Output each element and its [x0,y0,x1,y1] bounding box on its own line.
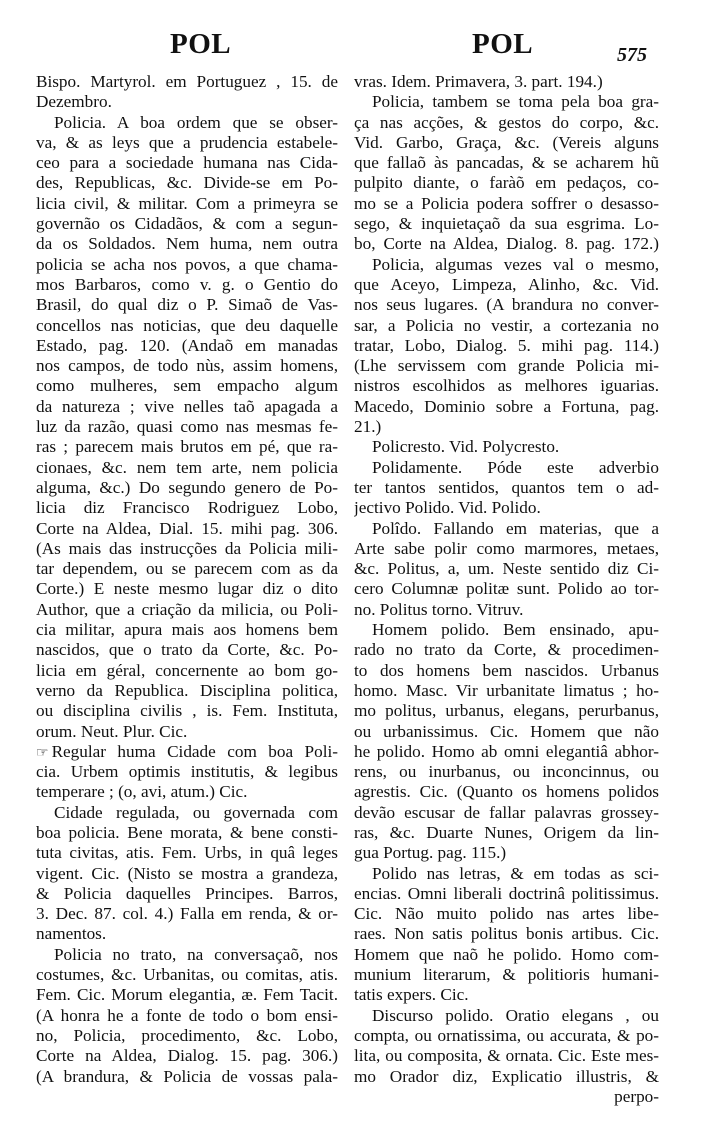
text-line [36,234,338,254]
text-line [36,113,338,133]
text-line [354,1026,659,1046]
text-line-content: namentos. [36,924,107,944]
text-line [36,417,338,437]
text-line [354,437,659,457]
text-line [354,295,659,315]
text-line [354,803,659,823]
text-line [354,884,659,904]
text-line [354,214,659,234]
text-line-content: Polido nas letras, & em todas as sci- [372,863,659,883]
text-line-content: ou disciplina civilis , is. Fem. Instituta, [36,701,338,721]
text-line [36,1026,338,1046]
text-line [354,519,659,539]
text-line [354,356,659,376]
text-line [354,92,659,112]
text-line [354,539,659,559]
text-line-content: Vid. Garbo, Graça, &c. (Vereis alguns [354,132,659,152]
text-line [36,904,338,924]
text-line [36,214,338,234]
text-line [354,843,659,863]
text-line-content: no. Politus torno. Vitruv. [354,599,524,619]
text-line-content: costumes, &c. Urbanitas, ou comitas, atis. [36,965,338,985]
text-line-content: cionaes, &c. nem tem arte, nem policia [36,457,338,477]
text-line [354,113,659,133]
text-line-content: Policresto. Vid. Polycresto. [372,437,560,457]
text-line [36,924,338,944]
text-line [36,316,338,336]
text-line-content: (Lhe servissem com grande Policia mi- [354,356,659,376]
text-line [36,478,338,498]
text-line-content: 21.) [354,417,382,437]
text-line-content: rens, ou inurbanus, ou inconcinnus, ou [354,762,659,782]
text-line-content: va, & as leys que a prudencia estabele- [36,132,338,152]
text-line [354,640,659,660]
text-line-content: Regular huma Cidade com boa Poli- [51,741,338,761]
text-line-content: ras ; parecem mais brutos em pé, que ra- [36,437,338,457]
text-line [36,864,338,884]
text-line-content: alguma, &c.) Do segundo genero de Po- [36,477,338,497]
text-line-content: Policia. A boa ordem que se obser- [54,112,338,132]
text-line [354,742,659,762]
text-line-content: tuta civitas, atis. Fem. Urbs, in quâ leges [36,843,338,863]
text-line-content: vras. Idem. Primavera, 3. part. 194.) [354,72,603,91]
text-line-content: to dos homens bem nascidos. Urbanus [354,660,659,680]
text-line [36,559,338,579]
text-line-content: &c. Politus, a, um. Neste sentido diz Ci- [354,559,659,579]
text-line [36,701,338,721]
text-line-content: licia diz Francisco Rodriguez Lobo, [36,498,338,518]
text-line-content: Policia, tambem se toma pela boa gra- [372,92,659,112]
text-line-content: que Aceyo, Limpeza, Alinho, &c. Vid. [354,274,659,294]
text-line-content: ceo para a sociedade humana nas Cida- [36,153,338,173]
text-line-content: 3. Dec. 87. col. 4.) Falla em renda, & or- [36,904,338,924]
text-line-content: Homem polido. Bem ensinado, apu- [372,620,659,640]
text-line [36,336,338,356]
text-line [354,701,659,721]
running-head-right: POL [472,28,534,60]
text-line-content: Discurso polido. Oratio elegans , ou [372,1005,659,1025]
text-line [354,965,659,985]
text-line [36,458,338,478]
text-line-content: Polîdo. Fallando em materias, que a [372,518,659,538]
text-line [354,376,659,396]
text-line-content: licia civil, & militar. Com a primeyra se [36,193,338,213]
text-line [354,194,659,214]
text-line-content: Brasil, do qual diz o P. Simaõ de Vas- [36,295,338,315]
text-line-content: como mulheres, sem empacho algum [36,376,338,396]
text-line [354,620,659,640]
text-line [36,803,338,823]
text-line [354,985,659,1005]
text-line [36,985,338,1005]
text-line [354,458,659,478]
text-line-content: tar dependem, ou se parecem com as da [36,559,338,579]
text-line-content: (A honra he a fonte de todo o bom ensi- [36,1005,338,1025]
text-line-content: da natureza ; vive nelles taõ apagada a [36,396,338,416]
text-line [36,376,338,396]
text-line [354,234,659,254]
text-line-content: nos seus lugares. (A brandura no conver- [354,295,659,315]
text-line [36,519,338,539]
text-line [36,965,338,985]
text-line [354,924,659,944]
text-line-content: Author, que a criação da milicia, ou Poli- [36,599,338,619]
text-line [36,945,338,965]
text-line-content: licia em géral, concernente ao bom go- [36,660,338,680]
text-line-content: agrestis. Cic. (Quanto os homens polidos [354,782,659,802]
text-line-content: he polido. Homo ab omni elegantiâ abhor- [354,741,659,761]
text-line [354,72,659,92]
text-line [354,600,659,620]
text-line [36,1006,338,1026]
text-line-content: & Policia daquelles Principes. Barros, [36,883,338,903]
text-line-content: (A brandura, & Policia de vossas pala- [36,1066,338,1086]
text-line-content: Corte na Aldea, Dial. 15. mihi pag. 306. [36,518,338,538]
text-line [36,194,338,214]
text-line [354,153,659,173]
text-line [354,782,659,802]
text-line [36,255,338,275]
text-line-content: gua Portug. pag. 115.) [354,843,507,863]
text-line [36,1046,338,1066]
text-line-content: Macedo, Dominio sobre a Fortuna, pag. [354,396,659,416]
text-line-content: tatis expers. Cic. [354,985,469,1005]
text-line-content: homo. Masc. Vir urbanitate limatus ; ho- [354,680,659,700]
text-line [36,356,338,376]
text-line [36,498,338,518]
pointing-hand-icon: ☞ [36,745,49,761]
text-line [36,823,338,843]
text-line-content: cia militar, apura mais aos homens bem [36,620,338,640]
text-line [354,722,659,742]
text-line-content: munium literarum, & politioris humani- [354,965,659,985]
text-line-content: lita, ou composita, & ornata. Cic. Este mes- [354,1046,659,1066]
text-line-content: Cidade regulada, ou governada com [54,802,338,822]
text-line [354,559,659,579]
text-line [354,1006,659,1026]
text-line-content: da os Soldados. Nem huma, nem outra [36,234,338,254]
text-line-content: rado no trato da Corte, & procedimen- [354,640,659,660]
text-line-content: mo Orador diz, Explicatio illustris, & [354,1066,659,1086]
right-column [354,72,659,1107]
text-line-content: orum. Neut. Plur. Cic. [36,721,188,741]
text-line-content: pulpito diante, o faràõ em pedaços, co- [354,173,659,193]
text-line-content: ça nas acções, & gestos do corpo, &c. [354,112,659,132]
text-line [36,884,338,904]
text-line-content: (As mais das instrucções da Policia mili- [36,538,338,558]
text-line-content: Corte.) E neste mesmo lugar diz o dito [36,579,338,599]
text-line-content: perpo- [614,1086,659,1106]
text-line [354,1067,659,1087]
running-head-left: POL [170,28,232,60]
text-line [36,72,338,92]
text-line [36,640,338,660]
text-line-content: raes. Non satis politus bonis artibus. Cic. [354,924,659,944]
text-line-content: nos campos, de todo nùs, assim homens, [36,356,338,376]
text-line [36,843,338,863]
text-line [354,823,659,843]
text-line [354,945,659,965]
text-line-content: sego, & inquietaçaõ da sua esgrima. Lo- [354,214,659,234]
text-line-content: ter tantos sentidos, quantos tem o ad- [354,477,659,497]
text-line-content: Arte sabe polir como marmores, metaes, [354,538,659,558]
text-line-content: temperare ; (o, avi, atum.) Cic. [36,782,248,802]
text-line [354,173,659,193]
text-line-content: governão os Cidadãos, & com a segun- [36,214,338,234]
text-line-content: concellos nas noticias, que deu daquelle [36,315,338,335]
text-line [36,782,338,802]
text-line [354,255,659,275]
text-line [354,661,659,681]
text-line [36,173,338,193]
page-number: 575 [617,44,647,66]
text-line-content: mos Barbaros, como v. g. o Gentio do [36,274,338,294]
text-line [36,742,338,762]
text-line [354,681,659,701]
text-line [354,316,659,336]
text-line-content: Policia no trato, na conversaçaõ, nos [54,944,338,964]
text-line-content: Homem que naõ he polido. Homo com- [354,944,659,964]
text-line-content: sar, a Policia no vestir, a cortezania no [354,315,659,335]
text-line [354,1087,659,1107]
text-line [354,478,659,498]
text-line [36,397,338,417]
text-line-content: devão escusar de fallar palavras grossey- [354,802,659,822]
text-line-content: tratar, Lobo, Dialog. 5. mihi pag. 114.) [354,335,659,355]
text-line [354,864,659,884]
text-line-content: vigent. Cic. (Nisto se mostra a grandeza, [36,863,338,883]
text-line-content: des, Republicas, &c. Divide-se em Po- [36,173,338,193]
text-line-content: Bispo. Martyrol. em Portuguez , 15. de [36,72,338,91]
text-line [354,397,659,417]
text-line-content: cero Columnæ politæ sunt. Polido ao tor- [354,579,659,599]
text-line [36,437,338,457]
text-line-content: nistros escolhidos as melhores iguarias. [354,376,659,396]
text-line [354,579,659,599]
text-line [36,539,338,559]
text-line [36,661,338,681]
text-line [36,92,338,112]
text-line [36,681,338,701]
text-line-content: jectivo Polido. Vid. Polido. [354,498,541,518]
text-line-content: bo, Corte na Aldea, Dialog. 8. pag. 172.) [354,234,659,254]
text-line-content: mo politus, urbanus, elegans, perurbanus, [354,701,659,721]
text-line-content: ras, &c. Duarte Nunes, Origem da lin- [354,822,659,842]
left-column [36,72,338,1087]
text-line-content: compta, ou ornatissima, ou accurata, & po- [354,1025,659,1045]
text-line [354,417,659,437]
text-line-content: verno da Republica. Disciplina politica, [36,680,338,700]
text-line [354,762,659,782]
text-line-content: boa policia. Bene morata, & bene consti- [36,822,338,842]
text-line [36,579,338,599]
text-line-content: encias. Omni liberali doctrinâ politissimus. [354,883,659,903]
text-line-content: cia. Urbem optimis institutis, & legibus [36,762,338,782]
text-line-content: mo se a Policia podera soffrer o desasso- [354,193,659,213]
text-line [36,295,338,315]
text-line [36,1067,338,1087]
text-line [36,722,338,742]
text-line [36,133,338,153]
text-line-content: que fallaõ às pancadas, & se acharem hũ [354,153,659,173]
text-line [354,133,659,153]
text-line [354,1046,659,1066]
text-line [354,904,659,924]
text-line-content: Dezembro. [36,92,112,112]
text-line [354,275,659,295]
text-line-content: no, Policia, procedimento, &c. Lobo, [36,1025,338,1045]
text-line [36,620,338,640]
text-line-content: luz da razão, quasi como nas mesmas fe- [36,417,338,437]
text-line [354,336,659,356]
text-line-content: Polidamente. Póde este adverbio [372,457,659,477]
text-line [36,762,338,782]
text-line-content: Corte na Aldea, Dialog. 15. pag. 306.) [36,1046,338,1066]
text-line-content: Estado, pag. 120. (Andaõ em manadas [36,335,338,355]
text-line-content: Cic. Não muito polido nas artes libe- [354,904,659,924]
text-line-content: ou urbanissimus. Cic. Homem que não [354,721,659,741]
text-line [36,275,338,295]
text-line [354,498,659,518]
text-line-content: Fem. Cic. Morum elegantia, æ. Fem Tacit. [36,985,338,1005]
text-line [36,600,338,620]
text-line [36,153,338,173]
text-line-content: policia se acha nos povos, a que chama- [36,254,338,274]
text-line-content: Policia, algumas vezes val o mesmo, [372,254,659,274]
text-line-content: nascidos, que o trato da Corte, &c. Po- [36,640,338,660]
